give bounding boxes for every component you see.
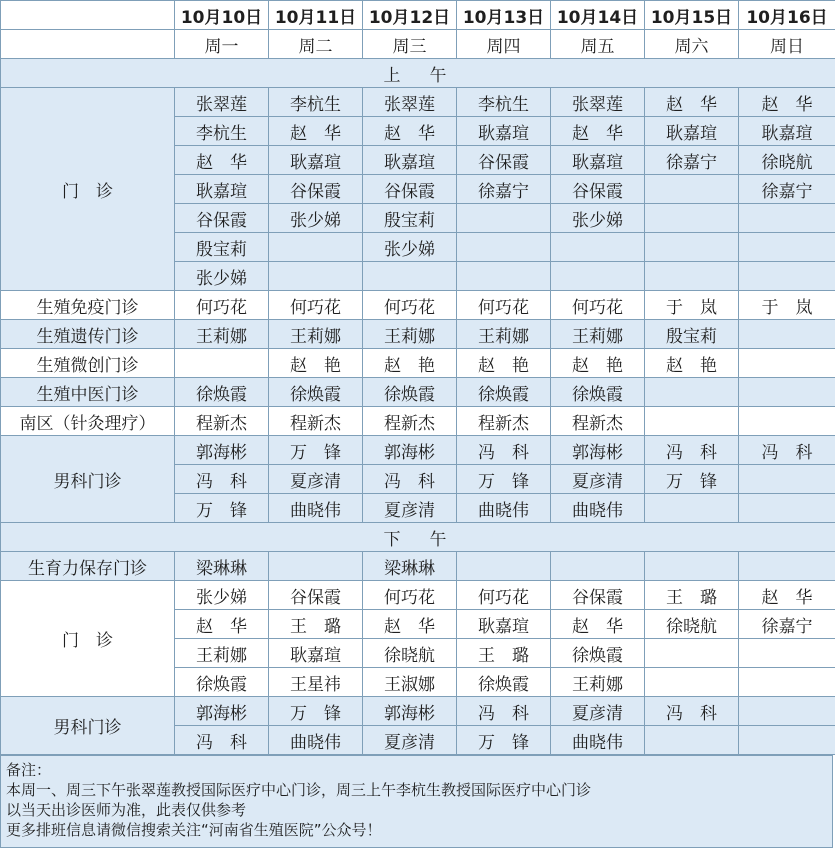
doctor-cell: 赵 艳	[645, 349, 739, 378]
doctor-cell: 张少娣	[363, 233, 457, 262]
doctor-cell: 赵 艳	[269, 349, 363, 378]
doctor-cell: 张少娣	[269, 204, 363, 233]
doctor-cell: 何巧花	[363, 581, 457, 610]
doctor-cell: 程新杰	[269, 407, 363, 436]
doctor-cell	[645, 639, 739, 668]
doctor-cell: 曲晓伟	[269, 494, 363, 523]
doctor-cell	[739, 697, 835, 726]
doctor-cell: 谷保霞	[551, 581, 645, 610]
doctor-cell: 李杭生	[269, 88, 363, 117]
doctor-cell: 冯 科	[645, 436, 739, 465]
doctor-cell: 徐嘉宁	[739, 610, 835, 639]
doctor-cell	[739, 552, 835, 581]
doctor-cell: 赵 华	[551, 610, 645, 639]
doctor-cell: 耿嘉瑄	[363, 146, 457, 175]
notes-line: 备注：	[6, 761, 52, 779]
doctor-cell: 徐焕霞	[363, 378, 457, 407]
doctor-cell: 张少娣	[175, 262, 269, 291]
schedule-row	[1, 407, 835, 436]
weekday-cell: 周二	[269, 30, 363, 59]
schedule-row	[1, 88, 835, 117]
schedule-row	[1, 697, 835, 726]
department-cell: 生殖遗传门诊	[1, 320, 175, 349]
schedule-row	[1, 349, 835, 378]
doctor-cell: 万 锋	[457, 726, 551, 755]
doctor-cell: 徐嘉宁	[645, 146, 739, 175]
doctor-cell: 冯 科	[175, 726, 269, 755]
doctor-cell: 万 锋	[645, 465, 739, 494]
date-header-row	[1, 1, 835, 30]
section-title: 上 午	[1, 59, 835, 88]
doctor-cell: 郭海彬	[175, 436, 269, 465]
doctor-cell: 谷保霞	[363, 175, 457, 204]
doctor-cell: 王 璐	[457, 639, 551, 668]
doctor-cell: 夏彦清	[551, 697, 645, 726]
doctor-cell: 谷保霞	[457, 146, 551, 175]
doctor-cell: 赵 艳	[457, 349, 551, 378]
section-row	[1, 523, 835, 552]
section-title: 下 午	[1, 523, 835, 552]
department-cell: 男科门诊	[1, 697, 175, 755]
date-cell: 10月10日	[175, 1, 269, 30]
doctor-cell: 王莉娜	[457, 320, 551, 349]
schedule-row	[1, 378, 835, 407]
date-cell: 10月11日	[269, 1, 363, 30]
doctor-cell: 殷宝莉	[645, 320, 739, 349]
doctor-cell: 梁琳琳	[175, 552, 269, 581]
weekday-cell: 周六	[645, 30, 739, 59]
doctor-cell	[739, 668, 835, 697]
doctor-cell	[739, 378, 835, 407]
doctor-cell	[645, 552, 739, 581]
doctor-cell	[739, 349, 835, 378]
doctor-cell: 何巧花	[457, 291, 551, 320]
doctor-cell: 万 锋	[175, 494, 269, 523]
doctor-cell: 万 锋	[457, 465, 551, 494]
doctor-cell: 耿嘉瑄	[269, 639, 363, 668]
doctor-cell: 万 锋	[269, 697, 363, 726]
doctor-cell: 夏彦清	[269, 465, 363, 494]
doctor-cell: 程新杰	[363, 407, 457, 436]
doctor-cell	[739, 204, 835, 233]
department-cell: 生殖免疫门诊	[1, 291, 175, 320]
notes-line: 更多排班信息请微信搜索关注“河南省生殖医院”公众号！	[6, 821, 382, 839]
schedule-row	[1, 291, 835, 320]
doctor-cell: 郭海彬	[363, 436, 457, 465]
doctor-cell: 张翠莲	[175, 88, 269, 117]
notes-box	[0, 755, 833, 848]
doctor-cell: 谷保霞	[269, 581, 363, 610]
doctor-cell: 冯 科	[363, 465, 457, 494]
doctor-cell: 耿嘉瑄	[645, 117, 739, 146]
date-cell: 10月15日	[645, 1, 739, 30]
doctor-cell	[269, 233, 363, 262]
doctor-cell: 冯 科	[645, 697, 739, 726]
schedule-row	[1, 581, 835, 610]
doctor-cell: 耿嘉瑄	[739, 117, 835, 146]
weekday-cell: 周一	[175, 30, 269, 59]
weekday-cell: 周三	[363, 30, 457, 59]
department-cell: 门 诊	[1, 88, 175, 291]
doctor-cell: 徐晓航	[739, 146, 835, 175]
doctor-cell: 郭海彬	[363, 697, 457, 726]
schedule-row	[1, 436, 835, 465]
weekday-cell: 周五	[551, 30, 645, 59]
doctor-cell	[739, 726, 835, 755]
date-cell: 10月16日	[739, 1, 835, 30]
doctor-cell: 程新杰	[551, 407, 645, 436]
doctor-cell: 耿嘉瑄	[457, 117, 551, 146]
weekday-cell: 周日	[739, 30, 835, 59]
doctor-cell: 张翠莲	[551, 88, 645, 117]
doctor-cell: 冯 科	[457, 697, 551, 726]
doctor-cell: 李杭生	[175, 117, 269, 146]
date-cell: 10月13日	[457, 1, 551, 30]
doctor-cell: 赵 华	[645, 88, 739, 117]
doctor-cell: 张少娣	[175, 581, 269, 610]
doctor-cell	[645, 233, 739, 262]
doctor-cell: 何巧花	[551, 291, 645, 320]
doctor-cell	[739, 262, 835, 291]
doctor-cell: 于 岚	[645, 291, 739, 320]
doctor-cell: 王莉娜	[551, 320, 645, 349]
doctor-cell: 冯 科	[457, 436, 551, 465]
doctor-cell: 曲晓伟	[551, 726, 645, 755]
doctor-cell: 徐焕霞	[269, 378, 363, 407]
doctor-cell	[551, 262, 645, 291]
doctor-cell	[175, 349, 269, 378]
doctor-cell: 曲晓伟	[269, 726, 363, 755]
doctor-cell	[645, 175, 739, 204]
doctor-cell: 曲晓伟	[551, 494, 645, 523]
corner-cell	[1, 1, 175, 30]
doctor-cell: 耿嘉瑄	[457, 610, 551, 639]
doctor-cell: 张翠莲	[363, 88, 457, 117]
doctor-cell: 王星祎	[269, 668, 363, 697]
doctor-cell: 曲晓伟	[457, 494, 551, 523]
doctor-cell	[457, 233, 551, 262]
doctor-cell	[645, 407, 739, 436]
doctor-cell: 赵 艳	[363, 349, 457, 378]
notes-line: 本周一、周三下午张翠莲教授国际医疗中心门诊，周三上午李杭生教授国际医疗中心门诊	[6, 781, 592, 799]
department-cell: 生育力保存门诊	[1, 552, 175, 581]
doctor-cell: 耿嘉瑄	[269, 146, 363, 175]
corner-cell	[1, 30, 175, 59]
doctor-cell: 赵 华	[269, 117, 363, 146]
doctor-cell: 徐焕霞	[551, 378, 645, 407]
doctor-cell	[645, 378, 739, 407]
doctor-cell	[645, 668, 739, 697]
doctor-cell: 程新杰	[457, 407, 551, 436]
doctor-cell: 张少娣	[551, 204, 645, 233]
doctor-cell: 殷宝莉	[363, 204, 457, 233]
doctor-cell: 夏彦清	[363, 726, 457, 755]
doctor-cell: 谷保霞	[269, 175, 363, 204]
doctor-cell: 赵 华	[363, 610, 457, 639]
doctor-cell: 耿嘉瑄	[551, 146, 645, 175]
department-cell: 男科门诊	[1, 436, 175, 523]
doctor-cell: 赵 华	[739, 581, 835, 610]
doctor-cell: 徐嘉宁	[457, 175, 551, 204]
doctor-cell: 梁琳琳	[363, 552, 457, 581]
doctor-cell: 王 璐	[645, 581, 739, 610]
doctor-cell: 徐晓航	[363, 639, 457, 668]
department-cell: 南区（针灸理疗）	[1, 407, 175, 436]
doctor-cell: 何巧花	[269, 291, 363, 320]
doctor-cell	[739, 407, 835, 436]
doctor-cell: 万 锋	[269, 436, 363, 465]
doctor-cell	[551, 233, 645, 262]
notes-line: 以当天出诊医师为准，此表仅供参考	[6, 801, 247, 819]
doctor-cell	[645, 204, 739, 233]
weekday-header-row	[1, 30, 835, 59]
doctor-cell	[457, 552, 551, 581]
doctor-cell	[739, 320, 835, 349]
doctor-cell	[645, 494, 739, 523]
doctor-cell: 谷保霞	[551, 175, 645, 204]
doctor-cell: 王莉娜	[269, 320, 363, 349]
doctor-cell: 徐焕霞	[551, 639, 645, 668]
doctor-cell	[457, 262, 551, 291]
doctor-cell: 王莉娜	[175, 639, 269, 668]
doctor-cell: 徐焕霞	[175, 378, 269, 407]
doctor-cell	[269, 552, 363, 581]
doctor-cell: 夏彦清	[363, 494, 457, 523]
doctor-cell	[551, 552, 645, 581]
doctor-cell: 赵 艳	[551, 349, 645, 378]
schedule-row	[1, 552, 835, 581]
section-row	[1, 59, 835, 88]
date-cell: 10月14日	[551, 1, 645, 30]
weekday-cell: 周四	[457, 30, 551, 59]
doctor-cell: 徐焕霞	[175, 668, 269, 697]
doctor-cell: 徐焕霞	[457, 668, 551, 697]
department-cell: 门 诊	[1, 581, 175, 697]
doctor-cell	[645, 726, 739, 755]
schedule-row	[1, 320, 835, 349]
doctor-cell: 何巧花	[175, 291, 269, 320]
department-cell: 生殖微创门诊	[1, 349, 175, 378]
doctor-cell: 冯 科	[175, 465, 269, 494]
doctor-cell: 于 岚	[739, 291, 835, 320]
doctor-cell	[739, 639, 835, 668]
doctor-cell: 王莉娜	[551, 668, 645, 697]
doctor-cell: 赵 华	[739, 88, 835, 117]
doctor-cell: 耿嘉瑄	[175, 175, 269, 204]
doctor-cell	[457, 204, 551, 233]
doctor-cell: 王莉娜	[363, 320, 457, 349]
doctor-cell	[645, 262, 739, 291]
department-cell: 生殖中医门诊	[1, 378, 175, 407]
doctor-cell: 殷宝莉	[175, 233, 269, 262]
doctor-cell: 王淑娜	[363, 668, 457, 697]
doctor-cell: 冯 科	[739, 436, 835, 465]
doctor-cell: 李杭生	[457, 88, 551, 117]
doctor-cell: 徐晓航	[645, 610, 739, 639]
doctor-cell: 郭海彬	[175, 697, 269, 726]
doctor-cell	[739, 494, 835, 523]
doctor-cell: 何巧花	[363, 291, 457, 320]
doctor-cell	[269, 262, 363, 291]
doctor-cell: 赵 华	[551, 117, 645, 146]
doctor-cell: 何巧花	[457, 581, 551, 610]
doctor-cell: 王莉娜	[175, 320, 269, 349]
doctor-cell	[739, 233, 835, 262]
doctor-cell	[363, 262, 457, 291]
doctor-cell: 谷保霞	[175, 204, 269, 233]
doctor-cell: 徐嘉宁	[739, 175, 835, 204]
doctor-cell: 郭海彬	[551, 436, 645, 465]
doctor-cell: 赵 华	[363, 117, 457, 146]
doctor-cell: 程新杰	[175, 407, 269, 436]
doctor-cell: 赵 华	[175, 146, 269, 175]
doctor-cell: 夏彦清	[551, 465, 645, 494]
date-cell: 10月12日	[363, 1, 457, 30]
doctor-cell: 王 璐	[269, 610, 363, 639]
doctor-cell: 徐焕霞	[457, 378, 551, 407]
doctor-cell	[739, 465, 835, 494]
doctor-cell: 赵 华	[175, 610, 269, 639]
